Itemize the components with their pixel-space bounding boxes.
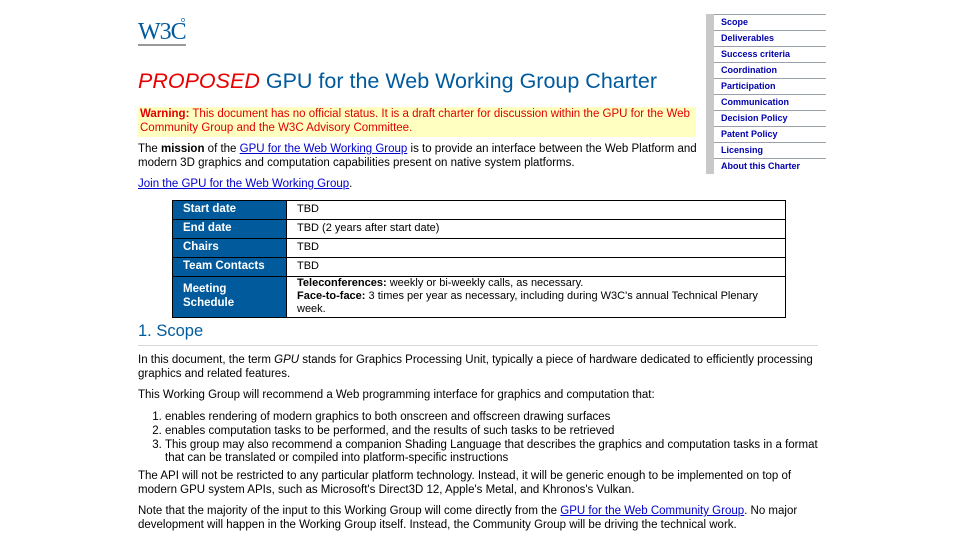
- table-row: [173, 239, 786, 258]
- toc-item-decision-policy[interactable]: Decision Policy: [714, 110, 826, 126]
- chairs-label: Chairs: [173, 239, 287, 258]
- warning-text: This document has no official status. It is a draft charter for discussion within the GPU for the Web Community Group and the W3C Advisory Committee.: [140, 108, 690, 134]
- meeting-schedule-label: Meeting Schedule: [173, 277, 287, 318]
- list-item: 1. enables rendering of modern graphics to both onscreen and offscreen drawing surfaces: [165, 411, 820, 425]
- warning-note: [138, 107, 696, 137]
- svg-text:W3C: W3C: [138, 19, 186, 45]
- note-paragraph: [138, 505, 818, 533]
- api-paragraph: The API will not be restricted to any particular platform technology. Instead, it will be generic enough to be implemented on top of modern GPU system APIs, such as Microsoft's Direct3D 12, Apple's Metal, and Khronos's Vulkan.: [138, 470, 792, 496]
- teleconferences-value: weekly or bi-weekly calls, as necessary.: [386, 277, 584, 289]
- warning-label: Warning:: [140, 108, 190, 120]
- w3c-logo-mark: [138, 14, 186, 46]
- term-post: stands for Graphics Processing Unit, typically a piece of hardware dedicated to efficiently processing graphics and related features.: [138, 354, 813, 380]
- note-post: . No major development will happen in the Working Group itself. Instead, the Community Group will be driving the technical work.: [138, 505, 798, 531]
- table-of-contents: [706, 14, 826, 174]
- term-pre: In this document, the term: [138, 354, 275, 366]
- recommend-paragraph: This Working Group will recommend a Web programming interface for graphics and computation that:: [138, 389, 655, 401]
- chairs-value: TBD: [287, 239, 786, 258]
- join-paragraph: [138, 178, 818, 192]
- end-date-value: TBD (2 years after start date): [287, 220, 786, 239]
- team-contacts-label: Team Contacts: [173, 258, 287, 277]
- list-item: 3. This group may also recommend a companion Shading Language that describes the graphics and computation tasks in a format that can be translated or compiled into platform-specific instructions: [165, 439, 820, 467]
- status-label: PROPOSED: [138, 69, 260, 93]
- term-gpu: GPU: [274, 354, 300, 366]
- join-post: .: [349, 178, 353, 190]
- page-title: [138, 69, 657, 95]
- teleconferences-label: Teleconferences:: [297, 277, 387, 289]
- table-row: [173, 220, 786, 239]
- face-to-face-value: 3 times per year as necessary, including during W3C's annual Technical Plenary week.: [297, 290, 758, 316]
- start-date-label: Start date: [173, 201, 287, 220]
- w3c-logo[interactable]: [138, 14, 186, 46]
- toc-item-patent-policy[interactable]: Patent Policy: [714, 126, 826, 142]
- community-group-link[interactable]: GPU for the Web Community Group: [560, 505, 745, 517]
- note-pre: Note that the majority of the input to this Working Group will come directly from the: [138, 505, 561, 517]
- join-link[interactable]: Join the GPU for the Web Working Group: [138, 178, 350, 190]
- table-row: [173, 258, 786, 277]
- scope-heading: 1. Scope: [138, 322, 818, 346]
- table-row: [173, 277, 786, 318]
- charter-facts-table: [172, 200, 786, 318]
- toc-item-participation[interactable]: Participation: [714, 78, 826, 94]
- mission-bold: mission: [161, 143, 205, 155]
- mission-pre: The: [138, 143, 162, 155]
- toc-item-scope[interactable]: Scope: [714, 14, 826, 30]
- mission-mid: of the: [204, 143, 240, 155]
- wg-link[interactable]: GPU for the Web Working Group: [239, 143, 408, 155]
- toc-item-licensing[interactable]: Licensing: [714, 142, 826, 158]
- scope-list: [138, 411, 820, 466]
- toc-item-about[interactable]: About this Charter: [714, 158, 826, 174]
- toc-item-communication[interactable]: Communication: [714, 94, 826, 110]
- list-item: 2. enables computation tasks to be performed, and the results of such tasks to be retrieved: [165, 425, 820, 439]
- end-date-label: End date: [173, 220, 287, 239]
- mission-post: is to provide an interface between the Web Platform and modern 3D graphics and computation capabilities present on native system platforms.: [138, 143, 697, 169]
- term-paragraph: [138, 354, 818, 382]
- face-to-face-label: Face-to-face:: [297, 290, 366, 303]
- toc-item-deliverables[interactable]: Deliverables: [714, 30, 826, 46]
- start-date-value: TBD: [287, 201, 786, 220]
- meeting-schedule-value: [287, 277, 786, 318]
- toc-item-success-criteria[interactable]: Success criteria: [714, 46, 826, 62]
- mission-paragraph: [138, 143, 698, 171]
- team-contacts-value: TBD: [287, 258, 786, 277]
- title-text: GPU for the Web Working Group Charter: [259, 69, 657, 93]
- table-row: [173, 201, 786, 220]
- toc-item-coordination[interactable]: Coordination: [714, 62, 826, 78]
